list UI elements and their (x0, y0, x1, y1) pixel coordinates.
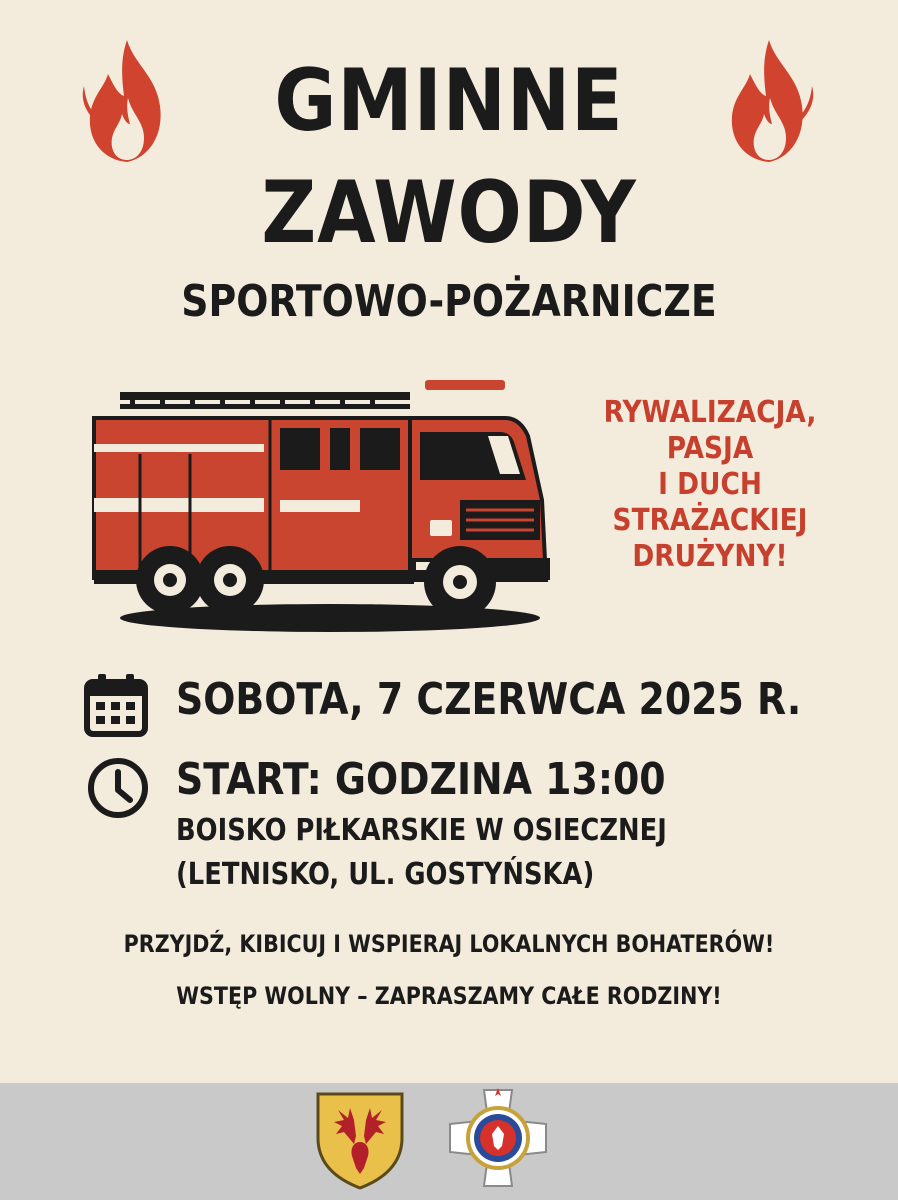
event-start-time: START: GODZINA 13:00 (176, 754, 666, 805)
slogan-line: DRUŻYNY! (632, 539, 788, 574)
fire-brigade-cross-emblem (446, 1086, 550, 1190)
event-place: BOISKO PIŁKARSKIE W OSIECZNEJ (176, 813, 667, 848)
calendar-icon (84, 672, 148, 738)
slogan (560, 395, 859, 575)
slogan-line: RYWALIZACJA, (603, 395, 817, 430)
event-date: SOBOTA, 7 CZERWCA 2025 R. (176, 674, 802, 725)
slogan-line: PASJA (666, 431, 754, 466)
slogan-line: I DUCH (658, 467, 762, 502)
subtitle: SPORTOWO-POŻARNICZE (181, 276, 717, 327)
call-to-action: PRZYJDŹ, KIBICUJ I WSPIERAJ LOKALNYCH BOHATERÓW! (123, 930, 775, 958)
fire-truck-illustration (80, 370, 560, 640)
event-place-detail: (LETNISKO, UL. GOSTYŃSKA) (176, 857, 595, 892)
admission-note: WSTĘP WOLNY – ZAPRASZAMY CAŁE RODZINY! (176, 982, 722, 1010)
title-line-2: ZAWODY (261, 163, 637, 263)
title-line-1: GMINNE (274, 51, 624, 151)
slogan-line: STRAŻACKIEJ (612, 503, 808, 538)
clock-icon (86, 756, 150, 820)
coat-of-arms-deer (314, 1090, 406, 1190)
